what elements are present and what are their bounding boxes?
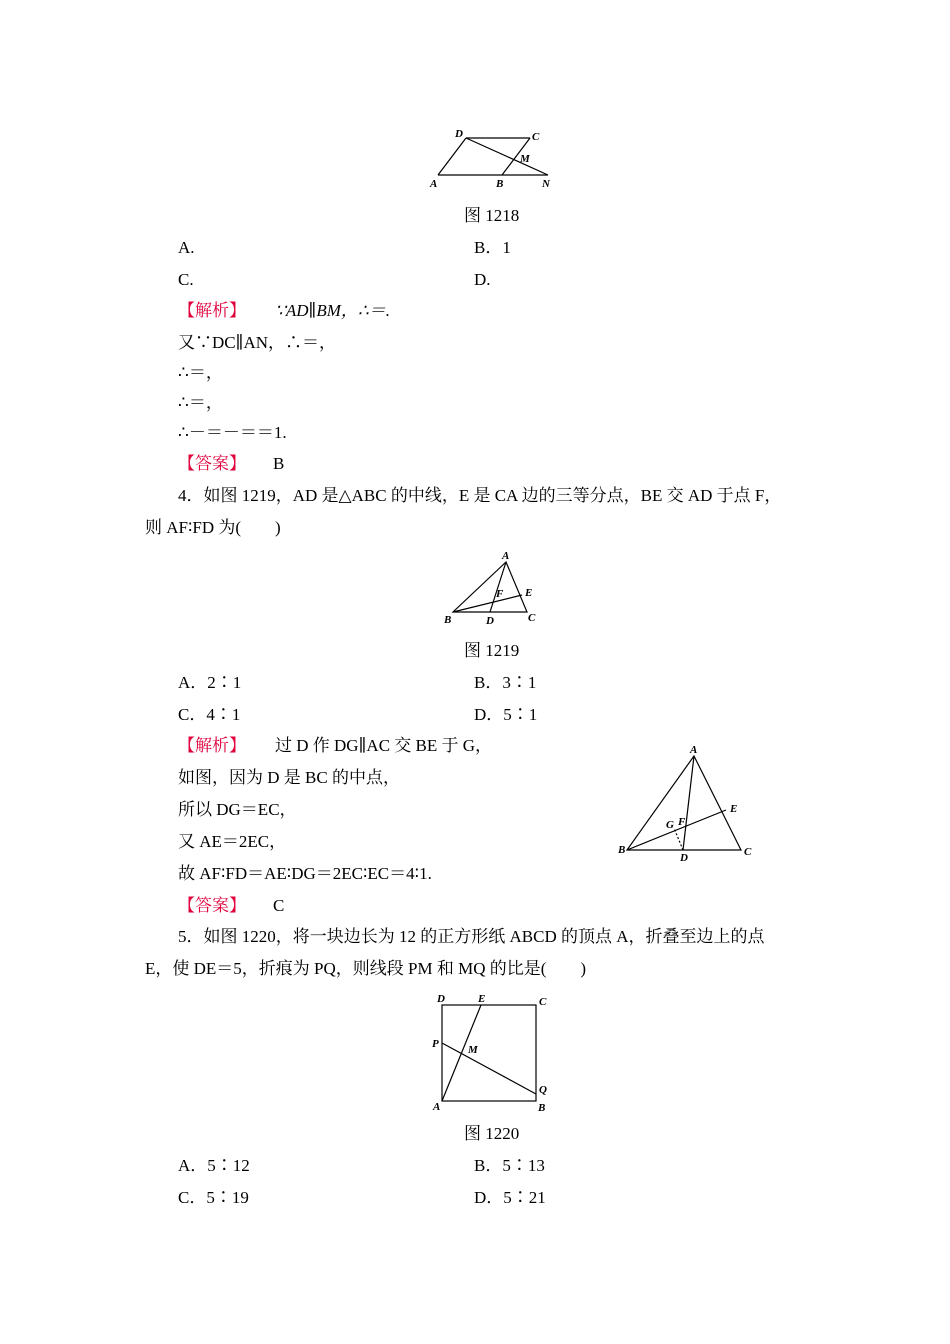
q3-analysis-line1: ∵AD∥BM，∴＝. <box>275 301 390 320</box>
q3-analysis-line3: ∴＝， <box>178 363 223 382</box>
q5-option-a[interactable]: A．5∶12 <box>178 1156 250 1175</box>
q4-analysis-tag: 【解析】 <box>178 736 246 755</box>
fig1219-caption: 图 1219 <box>464 641 520 660</box>
q3-answer-value: B <box>273 454 285 473</box>
fig1220-label-b: B <box>538 1102 546 1114</box>
fig1220-label-p: P <box>432 1038 439 1050</box>
q4-analysis-line1: 过 D 作 DG∥AC 交 BE 于 G， <box>275 736 493 755</box>
q5-stem-line1: 5．如图 1220，将一块边长为 12 的正方形纸 ABCD 的顶点 A，折叠至边上的点 <box>178 927 765 946</box>
q3-answer-tag: 【答案】 <box>178 454 246 473</box>
fig1220-label-m: M <box>468 1044 478 1056</box>
fig1220-label-e: E <box>478 993 486 1005</box>
q3-analysis-line4: ∴＝， <box>178 393 223 412</box>
q5-option-d[interactable]: D．5∶21 <box>474 1188 546 1207</box>
fig1220-line-pq <box>442 1043 536 1094</box>
q4-analysis-line5: 故 AF∶FD＝AE∶DG＝2EC∶EC＝4∶1. <box>178 864 432 883</box>
fig1219-label-e: E <box>525 587 533 599</box>
q3-analysis-line5: ∴－＝－＝＝1. <box>178 423 287 442</box>
q3-option-c[interactable]: C. <box>178 270 194 289</box>
q4-option-b[interactable]: B．3∶1 <box>474 673 537 692</box>
q3-analysis-tag: 【解析】 <box>178 301 246 320</box>
q3-analysis-line2: 又∵DC∥AN，∴＝， <box>178 333 337 352</box>
fig1218-label-n: N <box>542 178 550 190</box>
fig1219-label-d: D <box>486 615 494 627</box>
fig1220-label-d: D <box>437 993 445 1005</box>
fig1219b-label-b: B <box>618 844 626 856</box>
fig1219-label-f: F <box>496 588 504 600</box>
q4-option-c[interactable]: C．4∶1 <box>178 705 241 724</box>
q4-stem-line1: 4．如图 1219，AD 是△ABC 的中线，E 是 CA 边的三等分点，BE 交 AD 于点 F， <box>178 486 782 505</box>
q4-answer-tag: 【答案】 <box>178 896 246 915</box>
fig1220-caption: 图 1220 <box>464 1124 520 1143</box>
fig1219b-label-c: C <box>744 846 752 858</box>
q4-option-a[interactable]: A．2∶1 <box>178 673 242 692</box>
q5-stem-line2: E，使 DE＝5，折痕为 PQ，则线段 PM 和 MQ 的比是( ) <box>145 959 587 978</box>
q5-option-b[interactable]: B．5∶13 <box>474 1156 545 1175</box>
q4-analysis-line2: 如图，因为 D 是 BC 的中点， <box>178 768 400 787</box>
fig1219b-label-g: G <box>666 819 674 831</box>
q4-analysis-line4: 又 AE＝2EC， <box>178 832 287 851</box>
q3-option-a[interactable]: A. <box>178 238 195 257</box>
q4-stem-line2: 则 AF∶FD 为( ) <box>145 518 281 537</box>
q5-option-c[interactable]: C．5∶19 <box>178 1188 249 1207</box>
q3-option-d[interactable]: D. <box>474 270 491 289</box>
fig1219b-label-d: D <box>680 852 688 864</box>
q4-answer-value: C <box>273 896 285 915</box>
fig1219-label-a: A <box>502 550 510 562</box>
q4-option-d[interactable]: D．5∶1 <box>474 705 538 724</box>
fig1219b-label-a: A <box>690 744 698 756</box>
q4-analysis-line3: 所以 DG＝EC， <box>178 800 297 819</box>
fig1218-caption: 图 1218 <box>464 206 520 225</box>
fig1218-label-d: D <box>455 128 463 140</box>
fig1219b-label-e: E <box>730 803 738 815</box>
fig1218-label-c: C <box>532 131 540 143</box>
fig1218-label-m: M <box>520 153 530 165</box>
fig1218-label-a: A <box>430 178 438 190</box>
fig1219-label-c: C <box>528 612 536 624</box>
q3-option-b[interactable]: B．1 <box>474 238 511 257</box>
fig1219b-label-f: F <box>678 816 686 828</box>
fig1219-label-b: B <box>444 614 452 626</box>
fig1220-label-c: C <box>539 996 547 1008</box>
fig1220-label-a: A <box>433 1101 441 1113</box>
fig1218-label-b: B <box>496 178 504 190</box>
fig1220-label-q: Q <box>539 1084 547 1096</box>
